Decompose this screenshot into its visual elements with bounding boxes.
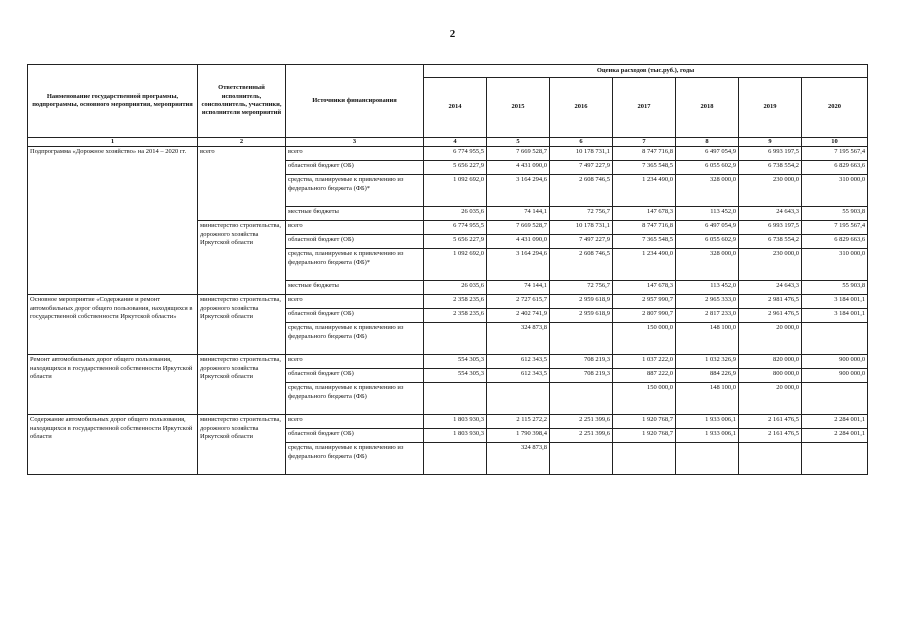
amount-cell: [802, 383, 868, 415]
amount-cell: 113 452,0: [676, 281, 739, 295]
amount-cell: 7 365 548,5: [613, 235, 676, 249]
amount-cell: 1 092 692,0: [424, 175, 487, 207]
amount-cell: 2 161 476,5: [739, 429, 802, 443]
amount-cell: 7 365 548,5: [613, 161, 676, 175]
table-body: [28, 147, 868, 475]
amount-cell: 1 933 006,1: [676, 429, 739, 443]
amount-cell: 2 727 615,7: [487, 295, 550, 309]
amount-cell: [802, 323, 868, 355]
amount-cell: 1 234 490,0: [613, 175, 676, 207]
amount-cell: 2 115 272,2: [487, 415, 550, 429]
amount-cell: 148 100,0: [676, 323, 739, 355]
amount-cell: 24 643,3: [739, 207, 802, 221]
amount-cell: 5 656 227,9: [424, 161, 487, 175]
column-number: 10: [802, 138, 868, 147]
amount-cell: 612 343,5: [487, 369, 550, 383]
amount-cell: 1 790 398,4: [487, 429, 550, 443]
amount-cell: 55 903,8: [802, 281, 868, 295]
header-name-column: Наименование государственной программы, подпрограммы, основного мероприятия, мероприятия: [28, 65, 198, 138]
table-row: [28, 295, 868, 309]
amount-cell: 2 981 476,5: [739, 295, 802, 309]
amount-cell: 150 000,0: [613, 383, 676, 415]
amount-cell: 1 037 222,0: [613, 355, 676, 369]
table-header: [28, 65, 868, 147]
amount-cell: 3 164 294,6: [487, 175, 550, 207]
amount-cell: 2 959 618,9: [550, 309, 613, 323]
amount-cell: 6 738 554,2: [739, 161, 802, 175]
funding-source-cell: всего: [286, 355, 424, 369]
amount-cell: 7 497 227,9: [550, 235, 613, 249]
table-row: [28, 147, 868, 161]
column-number: 6: [550, 138, 613, 147]
amount-cell: 113 452,0: [676, 207, 739, 221]
amount-cell: 2 358 235,6: [424, 295, 487, 309]
amount-cell: 328 000,0: [676, 249, 739, 281]
amount-cell: 72 756,7: [550, 207, 613, 221]
amount-cell: 310 000,0: [802, 249, 868, 281]
amount-cell: [424, 443, 487, 475]
amount-cell: [676, 443, 739, 475]
amount-cell: 2 358 235,6: [424, 309, 487, 323]
page-number: 2: [449, 28, 456, 40]
amount-cell: 6 497 054,9: [676, 147, 739, 161]
column-number: 8: [676, 138, 739, 147]
funding-source-cell: средства, планируемые к привлечению из федерального бюджета (ФБ)*: [286, 249, 424, 281]
amount-cell: 2 251 399,6: [550, 415, 613, 429]
amount-cell: 2 284 001,1: [802, 429, 868, 443]
amount-cell: 708 219,3: [550, 369, 613, 383]
funding-source-cell: всего: [286, 415, 424, 429]
responsible-cell: министерство строительства, дорожного хозяйства Иркутской области: [198, 355, 286, 415]
budget-table: [27, 64, 868, 475]
amount-cell: 2 608 746,5: [550, 249, 613, 281]
amount-cell: 6 497 054,9: [676, 221, 739, 235]
amount-cell: 6 055 602,9: [676, 235, 739, 249]
program-name-cell: Подпрограмма «Дорожное хозяйство» на 2014 – 2020 гг.: [28, 147, 198, 295]
amount-cell: 2 402 741,9: [487, 309, 550, 323]
amount-cell: 147 678,3: [613, 207, 676, 221]
amount-cell: 55 903,8: [802, 207, 868, 221]
amount-cell: 4 431 090,0: [487, 235, 550, 249]
funding-source-cell: местные бюджеты: [286, 281, 424, 295]
amount-cell: 6 774 955,5: [424, 147, 487, 161]
amount-cell: 900 000,0: [802, 355, 868, 369]
header-responsible-column: Ответственный исполнитель, соисполнитель, участники, исполнители мероприятий: [198, 65, 286, 138]
amount-cell: [424, 383, 487, 415]
amount-cell: 1 092 692,0: [424, 249, 487, 281]
amount-cell: 150 000,0: [613, 323, 676, 355]
header-year: 2020: [802, 78, 868, 138]
responsible-cell: министерство строительства, дорожного хозяйства Иркутской области: [198, 415, 286, 475]
funding-source-cell: областной бюджет (ОБ): [286, 309, 424, 323]
funding-source-cell: средства, планируемые к привлечению из федерального бюджета (ФБ)*: [286, 175, 424, 207]
amount-cell: 1 920 768,7: [613, 415, 676, 429]
funding-source-cell: областной бюджет (ОБ): [286, 161, 424, 175]
amount-cell: 6 829 663,6: [802, 235, 868, 249]
program-name-cell: Основное мероприятие «Содержание и ремонт автомобильных дорог общего пользования, находящихся в государственной собственности Иркутской области»: [28, 295, 198, 355]
amount-cell: 328 000,0: [676, 175, 739, 207]
amount-cell: 7 497 227,9: [550, 161, 613, 175]
amount-cell: 2 251 399,6: [550, 429, 613, 443]
funding-source-cell: средства, планируемые к привлечению из федерального бюджета (ФБ): [286, 383, 424, 415]
amount-cell: 800 000,0: [739, 369, 802, 383]
responsible-cell: министерство строительства, дорожного хозяйства Иркутской области: [198, 221, 286, 295]
amount-cell: 900 000,0: [802, 369, 868, 383]
amount-cell: 2 161 476,5: [739, 415, 802, 429]
amount-cell: 1 933 006,1: [676, 415, 739, 429]
amount-cell: 2 817 233,0: [676, 309, 739, 323]
amount-cell: 1 032 326,9: [676, 355, 739, 369]
header-year: 2015: [487, 78, 550, 138]
amount-cell: 887 222,0: [613, 369, 676, 383]
amount-cell: 2 284 001,1: [802, 415, 868, 429]
header-cost-estimate: Оценка расходов (тыс.руб.), годы: [424, 65, 868, 78]
amount-cell: 554 305,3: [424, 369, 487, 383]
amount-cell: 3 184 001,1: [802, 295, 868, 309]
amount-cell: 1 234 490,0: [613, 249, 676, 281]
amount-cell: 6 993 197,5: [739, 221, 802, 235]
funding-source-cell: средства, планируемые к привлечению из федерального бюджета (ФБ): [286, 443, 424, 475]
amount-cell: 26 035,6: [424, 207, 487, 221]
amount-cell: 10 178 731,1: [550, 147, 613, 161]
responsible-cell: всего: [198, 147, 286, 221]
amount-cell: 148 100,0: [676, 383, 739, 415]
funding-source-cell: всего: [286, 221, 424, 235]
header-year: 2016: [550, 78, 613, 138]
amount-cell: [487, 383, 550, 415]
amount-cell: 4 431 090,0: [487, 161, 550, 175]
amount-cell: 1 803 930,3: [424, 429, 487, 443]
amount-cell: [802, 443, 868, 475]
amount-cell: 2 807 990,7: [613, 309, 676, 323]
amount-cell: 5 656 227,9: [424, 235, 487, 249]
amount-cell: 2 957 990,7: [613, 295, 676, 309]
funding-source-cell: местные бюджеты: [286, 207, 424, 221]
funding-source-cell: средства, планируемые к привлечению из федерального бюджета (ФБ): [286, 323, 424, 355]
column-number: 1: [28, 138, 198, 147]
column-number: 9: [739, 138, 802, 147]
amount-cell: 884 226,9: [676, 369, 739, 383]
amount-cell: 324 873,8: [487, 323, 550, 355]
header-year: 2017: [613, 78, 676, 138]
amount-cell: [550, 383, 613, 415]
amount-cell: [739, 443, 802, 475]
responsible-cell: министерство строительства, дорожного хозяйства Иркутской области: [198, 295, 286, 355]
column-number: 2: [198, 138, 286, 147]
program-name-cell: Содержание автомобильных дорог общего пользования, находящихся в государственной собственности Иркутской области: [28, 415, 198, 475]
amount-cell: 20 000,0: [739, 383, 802, 415]
column-number: 4: [424, 138, 487, 147]
funding-source-cell: всего: [286, 295, 424, 309]
column-number: 3: [286, 138, 424, 147]
amount-cell: 20 000,0: [739, 323, 802, 355]
amount-cell: 7 195 567,4: [802, 147, 868, 161]
amount-cell: 3 184 001,1: [802, 309, 868, 323]
amount-cell: 26 035,6: [424, 281, 487, 295]
amount-cell: 2 965 333,0: [676, 295, 739, 309]
column-number: 7: [613, 138, 676, 147]
funding-source-cell: областной бюджет (ОБ): [286, 235, 424, 249]
amount-cell: 708 219,3: [550, 355, 613, 369]
amount-cell: 2 959 618,9: [550, 295, 613, 309]
amount-cell: 74 144,1: [487, 281, 550, 295]
amount-cell: 1 920 768,7: [613, 429, 676, 443]
amount-cell: 8 747 716,8: [613, 147, 676, 161]
amount-cell: [550, 443, 613, 475]
amount-cell: 6 774 955,5: [424, 221, 487, 235]
amount-cell: 10 178 731,1: [550, 221, 613, 235]
amount-cell: 7 669 528,7: [487, 221, 550, 235]
amount-cell: 310 000,0: [802, 175, 868, 207]
amount-cell: 6 993 197,5: [739, 147, 802, 161]
table-row: [28, 355, 868, 369]
amount-cell: 820 000,0: [739, 355, 802, 369]
amount-cell: 74 144,1: [487, 207, 550, 221]
amount-cell: 1 803 930,3: [424, 415, 487, 429]
amount-cell: 612 343,5: [487, 355, 550, 369]
amount-cell: [550, 323, 613, 355]
amount-cell: 2 961 476,5: [739, 309, 802, 323]
header-year: 2019: [739, 78, 802, 138]
funding-source-cell: всего: [286, 147, 424, 161]
amount-cell: 6 829 663,6: [802, 161, 868, 175]
amount-cell: [613, 443, 676, 475]
funding-source-cell: областной бюджет (ОБ): [286, 369, 424, 383]
header-year: 2018: [676, 78, 739, 138]
amount-cell: 7 195 567,4: [802, 221, 868, 235]
header-year: 2014: [424, 78, 487, 138]
amount-cell: 230 000,0: [739, 175, 802, 207]
amount-cell: 8 747 716,8: [613, 221, 676, 235]
column-number: 5: [487, 138, 550, 147]
amount-cell: 230 000,0: [739, 249, 802, 281]
table-row: [28, 415, 868, 429]
amount-cell: 554 305,3: [424, 355, 487, 369]
funding-source-cell: областной бюджет (ОБ): [286, 429, 424, 443]
header-sources-column: Источники финансирования: [286, 65, 424, 138]
amount-cell: [424, 323, 487, 355]
amount-cell: 147 678,3: [613, 281, 676, 295]
amount-cell: 24 643,3: [739, 281, 802, 295]
amount-cell: 6 055 602,9: [676, 161, 739, 175]
amount-cell: 72 756,7: [550, 281, 613, 295]
program-name-cell: Ремонт автомобильных дорог общего пользования, находящихся в государственной собственности Иркутской области: [28, 355, 198, 415]
amount-cell: 324 873,8: [487, 443, 550, 475]
amount-cell: 2 608 746,5: [550, 175, 613, 207]
amount-cell: 7 669 528,7: [487, 147, 550, 161]
amount-cell: 6 738 554,2: [739, 235, 802, 249]
amount-cell: 3 164 294,6: [487, 249, 550, 281]
